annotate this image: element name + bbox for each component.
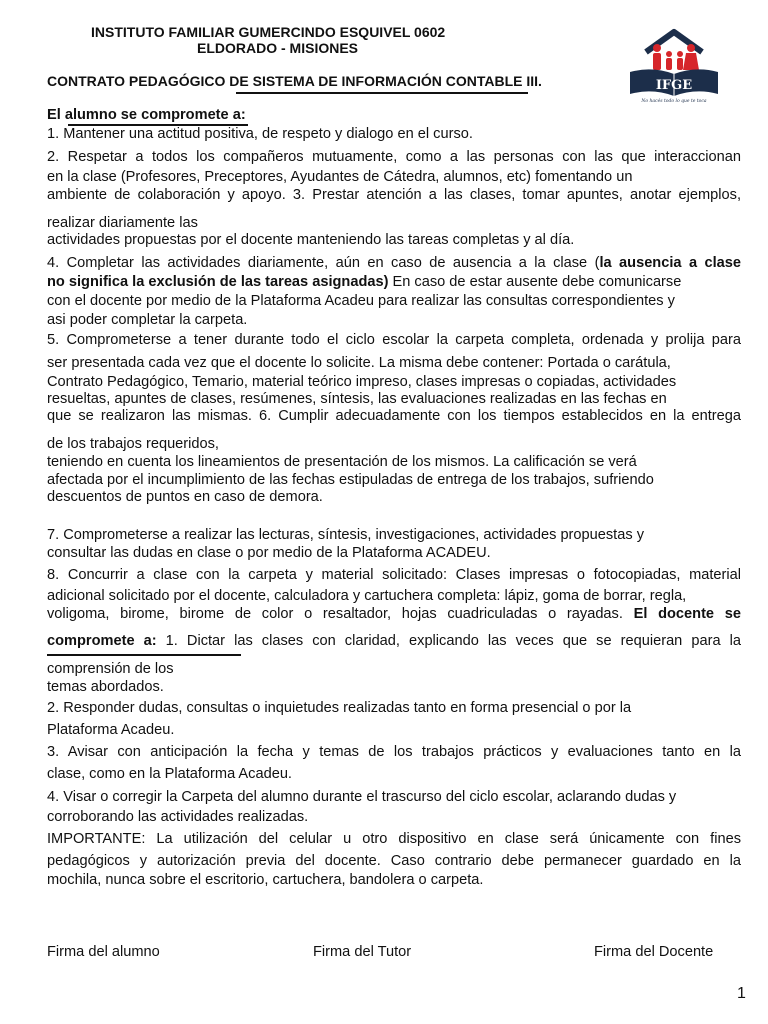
body-line: 8. Concurrir a clase con la carpeta y material solicitado: Clases impresas o fotocopiadas, material [47, 567, 741, 583]
body-line: realizar diariamente las [47, 215, 198, 231]
body-line: clase, como en la Plataforma Acadeu. [47, 766, 292, 782]
signature-tutor: Firma del Tutor [313, 944, 412, 960]
institution-name: INSTITUTO FAMILIAR GUMERCINDO ESQUIVEL 0602 [91, 24, 446, 40]
body-line: descuentos de puntos en caso de demora. [47, 489, 323, 505]
document-title: CONTRATO PEDAGÓGICO DE SISTEMA DE INFORMACIÓN CONTABLE III. [47, 73, 542, 89]
institution-location: ELDORADO - MISIONES [197, 40, 359, 56]
body-line: 4. Visar o corregir la Carpeta del alumno durante el trascurso del ciclo escolar, aclarando dudas y [47, 789, 677, 805]
signature-student: Firma del alumno [47, 944, 160, 960]
body-line: pedagógicos y autorización previa del docente. Caso contrario debe permanecer guardado en la [47, 853, 741, 869]
body-line: 2. Respetar a todos los compañeros mutuamente, como a las personas con las que interaccionan [47, 149, 741, 165]
body-line: temas abordados. [47, 679, 164, 695]
body-line: ser presentada cada vez que el docente lo solicite. La misma debe contener: Portada o carátula, [47, 355, 671, 371]
body-line: compromete a: 1. Dictar las clases con claridad, explicando las veces que se requieran para la [47, 633, 741, 649]
body-line: IMPORTANTE: La utilización del celular u otro dispositivo en clase será únicamente con fines [47, 831, 741, 847]
body-line: que se realizaron las mismas. 6. Cumplir adecuadamente con los tiempos establecidos en la entrega [47, 408, 741, 424]
school-logo [624, 26, 724, 104]
body-line: actividades propuestas por el docente manteniendo las tareas completas y al día. [47, 232, 575, 248]
student-commitments-heading: El alumno se compromete a: [47, 107, 246, 123]
body-line: teniendo en cuenta los lineamientos de presentación de los mismos. La calificación se verá [47, 454, 637, 470]
signature-teacher: Firma del Docente [594, 944, 714, 960]
svg-text:IFGE: IFGE [655, 78, 693, 93]
body-line: en la clase (Profesores, Preceptores, Ayudantes de Cátedra, alumnos, etc) fomentando un [47, 169, 633, 185]
body-line: con el docente por medio de la Plataforma Acadeu para realizar las consultas correspondientes y [47, 293, 675, 309]
teacher-commitments-heading: compromete a: [47, 633, 157, 649]
body-line: resueltas, apuntes de clases, resúmenes, síntesis, las evaluaciones realizadas en las fechas en [47, 391, 667, 407]
body-line: Plataforma Acadeu. [47, 722, 175, 738]
body-line: voligoma, birome, birome de color o resaltador, hojas cuadriculadas o rayadas. El docente se [47, 606, 741, 622]
body-line: 3. Avisar con anticipación la fecha y temas de los trabajos prácticos y evaluaciones tanto en la [47, 744, 741, 760]
body-line: adicional solicitado por el docente, calculadora y cartuchera completa: lápiz, goma de borrar, regla, [47, 588, 687, 604]
body-line: 2. Responder dudas, consultas o inquietudes realizadas tanto en forma presencial o por la [47, 700, 632, 716]
body-line: comprensión de los [47, 661, 174, 677]
body-line: 5. Comprometerse a tener durante todo el ciclo escolar la carpeta completa, ordenada y prolija para [47, 332, 741, 348]
body-line: Contrato Pedagógico, Temario, material teórico impreso, clases impresas o copiadas, actividades [47, 374, 677, 390]
body-line: no significa la exclusión de las tareas asignadas) En caso de estar ausente debe comunicarse [47, 274, 682, 290]
body-line: de los trabajos requeridos, [47, 436, 219, 452]
body-line: afectada por el incumplimiento de las fechas estipuladas de entrega de los trabajos, sufriendo [47, 472, 654, 488]
title-underline [236, 92, 528, 94]
body-line: 1. Mantener una actitud positiva, de respeto y dialogo en el curso. [47, 126, 473, 142]
body-line: consultar las dudas en clase o por medio de la Plataforma ACADEU. [47, 545, 491, 561]
body-line: mochila, nunca sobre el escritorio, cartuchera, bandolera o carpeta. [47, 872, 484, 888]
body-line: asi poder completar la carpeta. [47, 312, 248, 328]
page-number: 1 [737, 985, 746, 1002]
body-line: corroborando las actividades realizadas. [47, 809, 309, 825]
svg-text:No hacés todo lo que te toca: No hacés todo lo que te toca [641, 99, 707, 104]
body-line: 4. Completar las actividades diariamente, aún en caso de ausencia a la clase (la ausencia a clase [47, 255, 741, 271]
body-line: ambiente de colaboración y apoyo. 3. Prestar atención a las clases, tomar apuntes, anotar ejemplos, [47, 187, 741, 203]
body-line: 7. Comprometerse a realizar las lecturas, síntesis, investigaciones, actividades propuestas y [47, 527, 644, 543]
teacher-heading-underline [47, 654, 241, 656]
